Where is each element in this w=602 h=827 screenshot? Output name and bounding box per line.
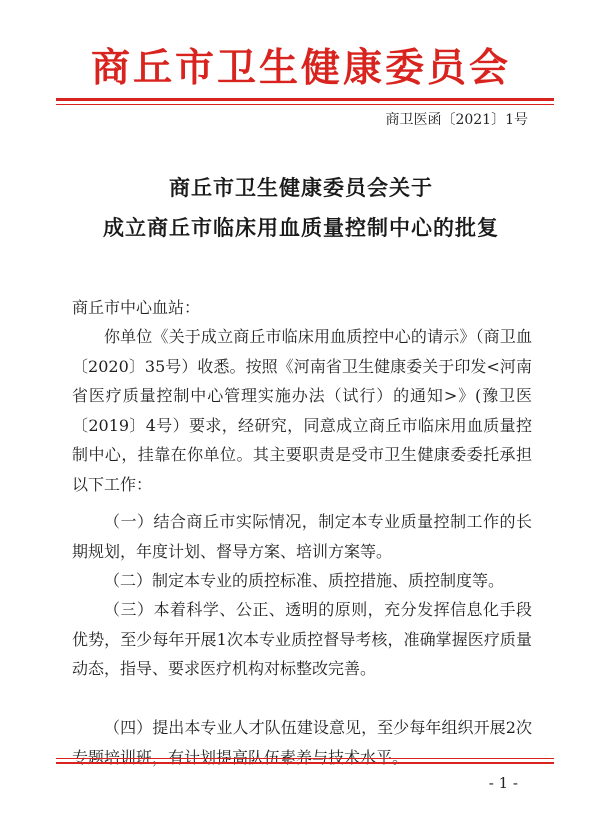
body-paragraph: 你单位《关于成立商丘市临床用血质控中心的请示》（商卫血〔2020〕35号）收悉。按照《河南省卫生健康委关于印发<河南省医疗质量控制中心管理实施办法（试行）的通知>》(豫卫医〔2019〕4号）要求，经研究，同意成立商丘市临床用血质量控制中心，挂靠在你单位。其主要职责是受市卫生健康委委托承担以下工作： <box>72 327 532 494</box>
document-title-line1: 商丘市卫生健康委员会关于 <box>169 176 433 200</box>
document-number: 商卫医函〔2021〕1号 <box>385 112 528 128</box>
duty-item-1: （一）结合商丘市实际情况，制定本专业质量控制工作的长期规划，年度计划、督导方案、培训方案等。 <box>72 512 532 561</box>
issuing-organization-header: 商丘市卫生健康委员会 <box>90 46 511 91</box>
footer-red-rule <box>56 762 554 764</box>
header-red-rule <box>56 98 554 101</box>
page-number: - 1 - <box>488 774 518 792</box>
footer-red-rule-thin <box>56 758 554 759</box>
duty-item-3: （三）本着科学、公正、透明的原则，充分发挥信息化手段优势，至少每年开展1次本专业质控督导考核，准确掌握医疗质量动态，指导、要求医疗机构对标整改完善。 <box>72 600 532 678</box>
document-title-line2: 成立商丘市临床用血质量控制中心的批复 <box>103 216 499 240</box>
duty-item-4: （四）提出本专业人才队伍建设意见，至少每年组织开展2次专题培训班，有计划提高队伍素养与技术水平。 <box>72 718 532 767</box>
salutation: 商丘市中心血站： <box>72 298 201 317</box>
duty-item-2: （二）制定本专业的质控标准、质控措施、质控制度等。 <box>104 571 505 590</box>
header-red-rule-thin <box>56 104 554 105</box>
